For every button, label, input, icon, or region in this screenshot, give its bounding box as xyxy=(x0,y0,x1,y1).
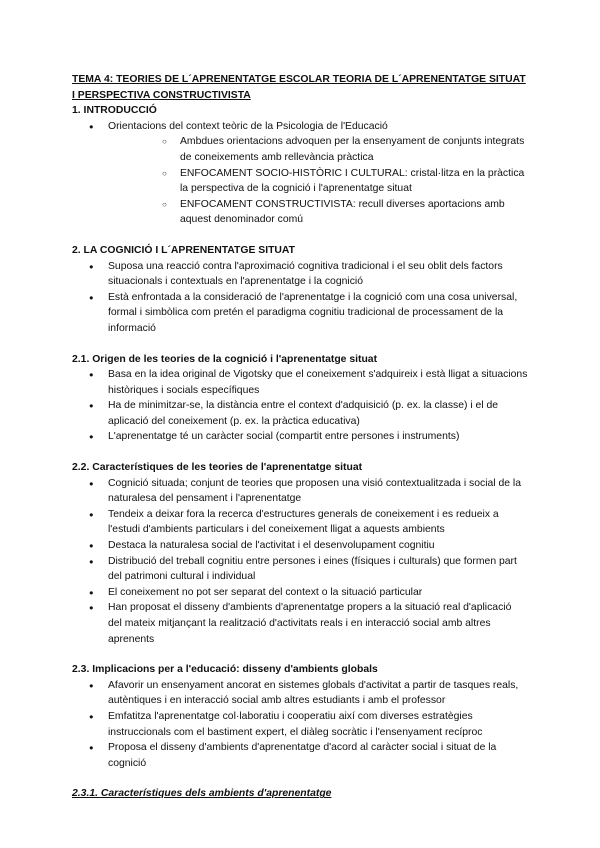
section-introduccio xyxy=(72,103,528,228)
bullet-list xyxy=(72,367,528,445)
list-item: ● Cognició situada; conjunt de teories que proposen una visió contextualitzada i social de la naturalesa del pensament i l'aprenentatge xyxy=(72,476,528,507)
subsection-heading: 2.3. Implicacions per a l'educació: disseny d'ambients globals xyxy=(72,664,378,676)
section-2-3-1 xyxy=(72,786,528,802)
list-item: ● L'aprenentatge té un caràcter social (compartit entre persones i instruments) xyxy=(72,429,528,445)
list-item: ● Han proposat el disseny d'ambients d'aprenentatge propers a la situació real d'aplicació del mateix mitjançant la realització d'activitats reals i en interacció social amb altres aprenents xyxy=(72,600,528,647)
list-item: ● Emfatitza l'aprenentatge col·laboratiu i cooperatiu així com diverses estratègies instruccionals com el bastiment expert, el diàleg socràtic i l'ensenyament recíproc xyxy=(72,709,528,740)
list-item: ● Afavorir un ensenyament ancorat en sistemes globals d'activitat a partir de tasques reals, autèntiques i en interacció social amb altres estudiants i amb el professor xyxy=(72,678,528,709)
section-cognicio-situat xyxy=(72,243,528,337)
bullet-list xyxy=(72,678,528,772)
list-item xyxy=(72,119,528,228)
section-heading: 2. LA COGNICIÓ I L´APRENENTATGE SITUAT xyxy=(72,244,296,256)
list-item: ● El coneixement no pot ser separat del context o la situació particular xyxy=(72,585,528,601)
sub-bullet-list xyxy=(108,134,528,228)
list-item: ● Distribució del treball cognitiu entre persones i eines (físiques i culturals) que formen part del patrimoni cultural i individual xyxy=(72,554,528,585)
list-item: ● Està enfrontada a la consideració de l'aprenentatge i la cognició com una cosa universal, formal i simbòlica com pretén el paradigma cognitiu tradicional de processament de la informació xyxy=(72,290,528,337)
section-heading: 1. INTRODUCCIÓ xyxy=(72,105,157,117)
bullet-list xyxy=(72,476,528,648)
list-item: ● Destaca la naturalesa social de l'activitat i el desenvolupament cognitiu xyxy=(72,538,528,554)
document-page xyxy=(72,72,528,802)
list-item: ● Proposa el disseny d'ambients d'aprenentatge d'acord al caràcter social i situat de la cognició xyxy=(72,740,528,771)
list-item-text: Orientacions del context teòric de la Psicologia de l'Educació xyxy=(108,120,388,132)
list-item: ● Basa en la idea original de Vigotsky que el coneixement s'adquireix i està lligat a situacions històriques i socials específiques xyxy=(72,367,528,398)
subsection-heading: 2.1. Origen de les teories de la cognició i l'aprenentatge situat xyxy=(72,353,378,365)
sub-list-item: ○ ENFOCAMENT SOCIO-HISTÒRIC I CULTURAL: cristal·litza en la pràctica la perspectiva de la cognició i l'aprenentatge situat xyxy=(108,166,528,197)
section-2-3 xyxy=(72,662,528,771)
sub-list-item: ○ ENFOCAMENT CONSTRUCTIVISTA: recull diverses aportacions amb aquest denominador comú xyxy=(108,197,528,228)
section-2-1 xyxy=(72,352,528,446)
sub-list-item: ○ Ambdues orientacions advoquen per la ensenyament de conjunts integrats de coneixements amb rellevància pràctica xyxy=(108,134,528,165)
list-item: ● Suposa una reacció contra l'aproximació cognitiva tradicional i el seu oblit dels factors situacionals i contextuals en l'aprenentatge i la cognició xyxy=(72,259,528,290)
subsection-heading: 2.2. Característiques de les teories de l'aprenentatge situat xyxy=(72,462,363,474)
bullet-list xyxy=(72,259,528,337)
bullet-list xyxy=(72,119,528,228)
section-2-2 xyxy=(72,460,528,647)
list-item: ● Tendeix a deixar fora la recerca d'estructures generals de coneixement i es redueix a l'estudi d'ambients particulars i del coneixement lligat a aquests ambients xyxy=(72,507,528,538)
list-item: ● Ha de minimitzar-se, la distància entre el context d'adquisició (p. ex. la classe) i el de aplicació del coneixement (p. ex. la pràctica educativa) xyxy=(72,398,528,429)
subsubsection-heading: 2.3.1. Característiques dels ambients d'aprenentatge xyxy=(72,788,332,800)
document-title: TEMA 4: TEORIES DE L´APRENENTATGE ESCOLAR TEORIA DE L´APRENENTATGE SITUAT I PERSPECTIVA CONSTRUCTIVISTA xyxy=(72,74,526,101)
